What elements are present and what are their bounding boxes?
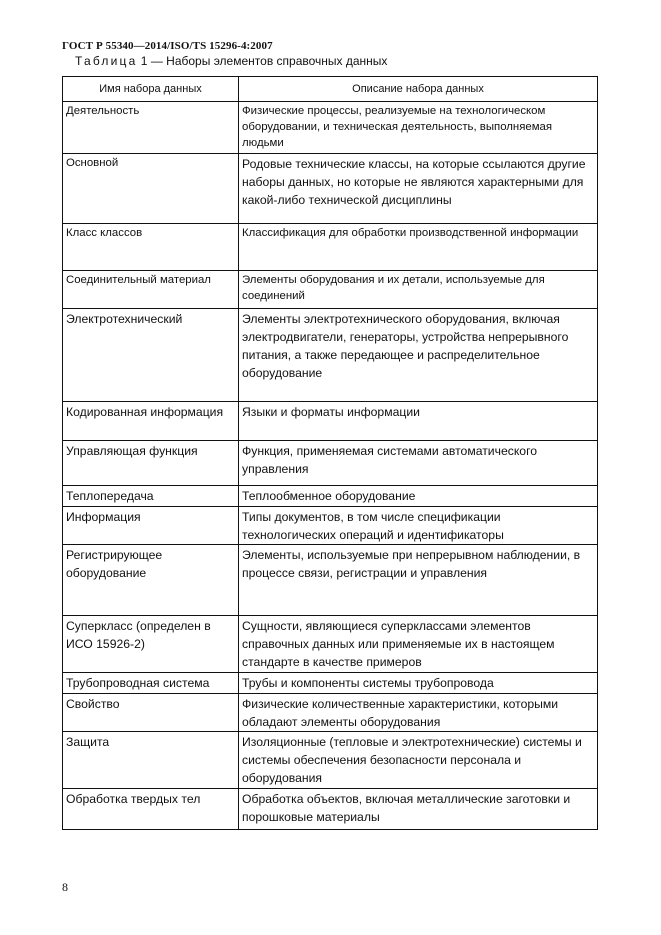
table-row <box>63 402 598 441</box>
dataset-description: Сущности, являющиеся суперклассами элементов справочных данных или применяемые их в настоящем стандарте в качестве примеров <box>239 616 598 673</box>
table-row <box>63 694 598 732</box>
dataset-description: Родовые технические классы, на которые ссылаются другие наборы данных, но которые не являются характерными для какой-либо технической дисциплины <box>239 154 598 224</box>
caption-title: Наборы элементов справочных данных <box>166 54 388 68</box>
dataset-description: Теплообменное оборудование <box>239 486 598 507</box>
dataset-name: Управляющая функция <box>63 441 239 486</box>
dataset-name: Обработка твердых тел <box>63 789 239 830</box>
table-row <box>63 102 598 154</box>
dataset-name: Свойство <box>63 694 239 732</box>
table-row <box>63 486 598 507</box>
dataset-description: Трубы и компоненты системы трубопровода <box>239 673 598 694</box>
table-row <box>63 616 598 673</box>
dataset-description: Физические количественные характеристики, которыми обладают элементы оборудования <box>239 694 598 732</box>
table-row <box>63 789 598 830</box>
table-row <box>63 271 598 309</box>
dataset-name: Регистрирующее оборудование <box>63 545 239 616</box>
dataset-name: Деятельность <box>63 102 239 154</box>
reference-data-table <box>62 76 598 830</box>
dataset-description: Элементы электротехнического оборудования, включая электродвигатели, генераторы, устройства непрерывного питания, а также передающее и распределительное оборудование <box>239 309 598 402</box>
document-header: ГОСТ Р 55340—2014/ISO/TS 15296-4:2007 <box>62 40 273 52</box>
column-header-name: Имя набора данных <box>63 77 239 102</box>
dataset-name: Класс классов <box>63 224 239 271</box>
dataset-description: Элементы оборудования и их детали, используемые для соединений <box>239 271 598 309</box>
dataset-description: Обработка объектов, включая металлические заготовки и порошковые материалы <box>239 789 598 830</box>
dataset-name: Соединительный материал <box>63 271 239 309</box>
dataset-name: Теплопередача <box>63 486 239 507</box>
dataset-description: Физические процессы, реализуемые на технологическом оборудовании, и техническая деятельность, выполняемая людьми <box>239 102 598 154</box>
dataset-description: Функция, применяемая системами автоматического управления <box>239 441 598 486</box>
dataset-name: Кодированная информация <box>63 402 239 441</box>
dataset-description: Изоляционные (тепловые и электротехнические) системы и системы обеспечения безопасности персонала и оборудования <box>239 732 598 789</box>
caption-dash: — <box>150 54 163 68</box>
table-row <box>63 309 598 402</box>
dataset-description: Типы документов, в том числе спецификации технологических операций и идентификаторы <box>239 507 598 545</box>
table-caption <box>75 54 387 68</box>
dataset-description: Элементы, используемые при непрерывном наблюдении, в процессе связи, регистрации и управления <box>239 545 598 616</box>
table-header-row <box>63 77 598 102</box>
dataset-name: Суперкласс (определен в ИСО 15926-2) <box>63 616 239 673</box>
table-row <box>63 545 598 616</box>
caption-number: 1 <box>140 54 148 68</box>
caption-label: Таблица <box>75 54 138 68</box>
table-row <box>63 154 598 224</box>
dataset-description: Языки и форматы информации <box>239 402 598 441</box>
dataset-name: Информация <box>63 507 239 545</box>
page-number: 8 <box>62 880 68 894</box>
dataset-description: Классификация для обработки производственной информации <box>239 224 598 271</box>
table-row <box>63 507 598 545</box>
dataset-name: Электротехнический <box>63 309 239 402</box>
column-header-description: Описание набора данных <box>239 77 598 102</box>
dataset-name: Защита <box>63 732 239 789</box>
table-row <box>63 732 598 789</box>
table-row <box>63 441 598 486</box>
table-row <box>63 673 598 694</box>
table-row <box>63 224 598 271</box>
dataset-name: Трубопроводная система <box>63 673 239 694</box>
dataset-name: Основной <box>63 154 239 224</box>
